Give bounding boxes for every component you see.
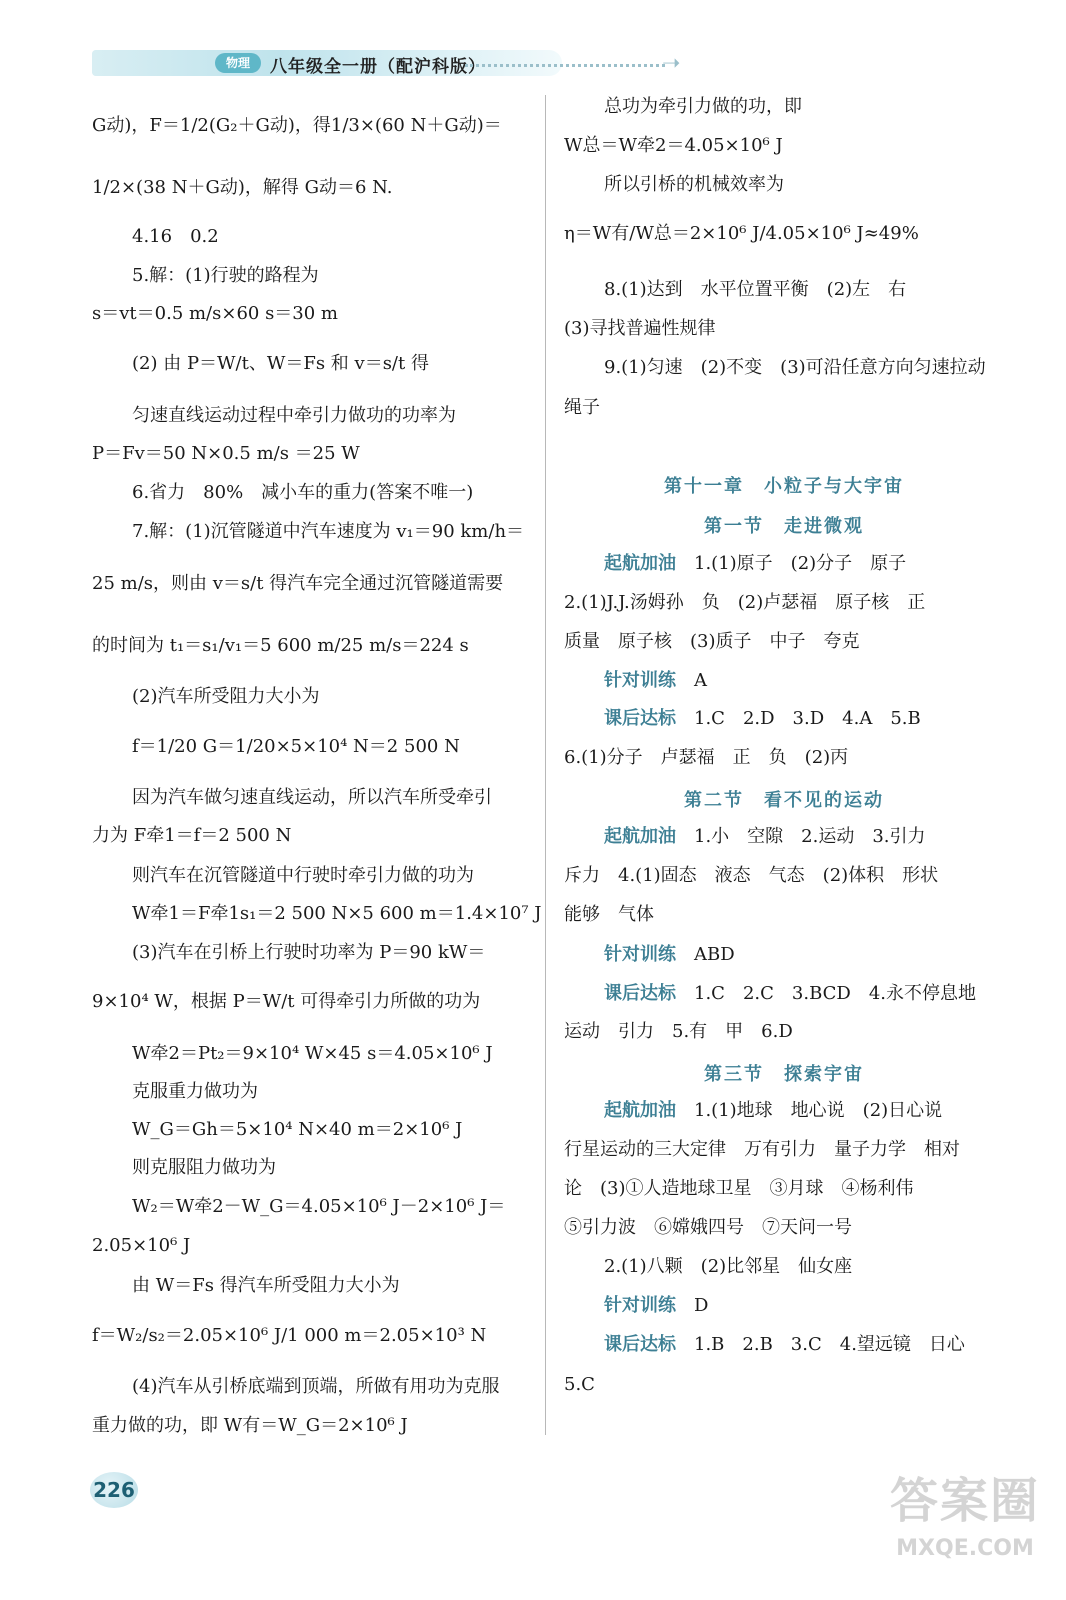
- page-header: [0, 0, 1066, 110]
- answer-line: 则克服阻力做功为: [132, 1157, 276, 1178]
- label-qihang: 起航加油: [604, 826, 676, 847]
- answer-line: 则汽车在沉管隧道中行驶时牵引力做的功为: [132, 865, 474, 886]
- answer-line: 4.16 0.2: [132, 226, 219, 247]
- answer-text: 1.C 2.C 3.BCD 4.永不停息地: [694, 983, 977, 1004]
- label-kehou: 课后达标: [604, 1334, 676, 1355]
- answer-line: 重力做的功，即 W有＝W_G＝2×10⁶ J: [92, 1415, 408, 1436]
- answer-line: 9.(1)匀速 (2)不变 (3)可沿任意方向匀速拉动: [604, 357, 986, 378]
- answer-line: f＝1/20 G＝1/20×5×10⁴ N＝2 500 N: [132, 736, 460, 757]
- answer-line: 2.(1)八颗 (2)比邻星 仙女座: [604, 1256, 853, 1277]
- answer-line: (2)汽车所受阻力大小为: [132, 686, 320, 707]
- answer-line: W牵2＝Pt₂＝9×10⁴ W×45 s＝4.05×10⁶ J: [132, 1043, 493, 1064]
- answer-line: 绳子: [564, 397, 600, 418]
- answer-line: 6.省力 80% 减小车的重力(答案不唯一): [132, 482, 474, 503]
- answer-line: 匀速直线运动过程中牵引力做功的功率为: [132, 405, 456, 426]
- answer-line: 的时间为 t₁＝s₁/v₁＝5 600 m/25 m/s＝224 s: [92, 635, 469, 656]
- answer-text: 1.(1)原子 (2)分子 原子: [694, 553, 907, 574]
- answer-line: 9×10⁴ W，根据 P＝W/t 可得牵引力所做的功为: [92, 991, 481, 1012]
- label-kehou: 课后达标: [604, 983, 676, 1004]
- answer-line: η＝W有/W总＝2×10⁶ J/4.05×10⁶ J≈49%: [564, 223, 919, 244]
- answer-line: 斥力 4.(1)固态 液态 气态 (2)体积 形状: [564, 865, 939, 886]
- section-title: 第三节 探索宇宙: [704, 1064, 864, 1085]
- answer-line: [564, 1294, 708, 1318]
- answer-line: 25 m/s，则由 v＝s/t 得汽车完全通过沉管隧道需要: [92, 573, 504, 594]
- book-title: 八年级全一册（配沪科版）: [270, 57, 486, 77]
- answer-text: 1.小 空隙 2.运动 3.引力: [694, 826, 926, 847]
- answer-line: 所以引桥的机械效率为: [604, 174, 784, 195]
- answer-line: 由 W＝Fs 得汽车所受阻力大小为: [132, 1275, 400, 1296]
- label-kehou: 课后达标: [604, 708, 676, 729]
- answer-line: 论 (3)①人造地球卫星 ③月球 ④杨利伟: [564, 1178, 914, 1199]
- answer-line: G动)，F＝1/2(G₂＋G动)，得1/3×(60 N＋G动)＝: [92, 115, 502, 136]
- answer-line: ⑤引力波 ⑥嫦娥四号 ⑦天问一号: [564, 1217, 852, 1238]
- answer-line: [564, 1333, 965, 1357]
- watermark-text: 答案圈: [889, 1473, 1040, 1529]
- section-title: 第一节 走进微观: [704, 516, 864, 537]
- answer-line: W总＝W牵2＝4.05×10⁶ J: [564, 135, 783, 156]
- answer-line: [564, 669, 707, 693]
- watermark-logo: [880, 1470, 1050, 1588]
- answer-line: [564, 1099, 942, 1123]
- answer-line: [564, 552, 906, 576]
- chapter-title: 第十一章 小粒子与大宇宙: [664, 476, 904, 497]
- answer-line: 1/2×(38 N＋G动)，解得 G动＝6 N.: [92, 177, 393, 198]
- answer-text: D: [694, 1295, 709, 1316]
- label-zhendui: 针对训练: [604, 944, 676, 965]
- answer-line: P＝Fv＝50 N×0.5 m/s ＝25 W: [92, 443, 360, 464]
- answer-line: [564, 943, 735, 967]
- answer-line: (3)汽车在引桥上行驶时功率为 P＝90 kW＝: [132, 942, 486, 963]
- page-number: 226: [90, 1472, 138, 1508]
- header-dotted-rule: [465, 64, 665, 67]
- subject-badge: 物理: [215, 53, 261, 73]
- answer-line: 因为汽车做匀速直线运动，所以汽车所受牵引: [132, 787, 492, 808]
- answer-line: W牵1＝F牵1s₁＝2 500 N×5 600 m＝1.4×10⁷ J: [132, 903, 542, 924]
- answer-line: [564, 825, 926, 849]
- answer-line: 7.解：(1)沉管隧道中汽车速度为 v₁＝90 km/h＝: [132, 521, 525, 542]
- answer-line: 质量 原子核 (3)质子 中子 夸克: [564, 631, 860, 652]
- answer-line: W₂＝W牵2－W_G＝4.05×10⁶ J－2×10⁶ J＝: [132, 1196, 506, 1217]
- label-zhendui: 针对训练: [604, 1295, 676, 1316]
- answer-line: (2) 由 P＝W/t、W＝Fs 和 v＝s/t 得: [132, 353, 429, 374]
- label-zhendui: 针对训练: [604, 670, 676, 691]
- answer-line: 运动 引力 5.有 甲 6.D: [564, 1021, 793, 1042]
- label-qihang: 起航加油: [604, 553, 676, 574]
- column-divider: [545, 95, 546, 1435]
- answer-line: W_G＝Gh＝5×10⁴ N×40 m＝2×10⁶ J: [132, 1119, 463, 1140]
- answer-line: 力为 F牵1＝f＝2 500 N: [92, 825, 292, 846]
- answer-line: 总功为牵引力做的功，即: [604, 96, 802, 117]
- answer-text: 1.C 2.D 3.D 4.A 5.B: [694, 708, 921, 729]
- answer-line: [564, 982, 976, 1006]
- answer-text: 1.(1)地球 地心说 (2)日心说: [694, 1100, 943, 1121]
- answer-line: 5.C: [564, 1374, 595, 1395]
- answer-line: (4)汽车从引桥底端到顶端，所做有用功为克服: [132, 1376, 500, 1397]
- watermark-url: MXQE.COM: [896, 1536, 1034, 1561]
- arrow-icon: ➝: [662, 51, 681, 76]
- answer-line: 能够 气体: [564, 904, 654, 925]
- answer-line: 2.(1)J.J.汤姆孙 负 (2)卢瑟福 原子核 正: [564, 592, 926, 613]
- answer-line: [564, 707, 921, 731]
- answer-text: 1.B 2.B 3.C 4.望远镜 日心: [694, 1334, 965, 1355]
- answer-text: A: [694, 670, 707, 691]
- answer-line: s＝vt＝0.5 m/s×60 s＝30 m: [92, 303, 338, 324]
- answer-line: 行星运动的三大定律 万有引力 量子力学 相对: [564, 1139, 960, 1160]
- answer-line: 克服重力做功为: [132, 1081, 258, 1102]
- label-qihang: 起航加油: [604, 1100, 676, 1121]
- answer-text: ABD: [694, 944, 735, 965]
- section-title: 第二节 看不见的运动: [684, 790, 884, 811]
- answer-line: f＝W₂/s₂＝2.05×10⁶ J/1 000 m＝2.05×10³ N: [92, 1325, 487, 1346]
- answer-line: 2.05×10⁶ J: [92, 1235, 191, 1256]
- answer-line: 6.(1)分子 卢瑟福 正 负 (2)丙: [564, 747, 849, 768]
- answer-line: 8.(1)达到 水平位置平衡 (2)左 右: [604, 279, 907, 300]
- answer-line: (3)寻找普遍性规律: [564, 318, 716, 339]
- answer-line: 5.解：(1)行驶的路程为: [132, 265, 319, 286]
